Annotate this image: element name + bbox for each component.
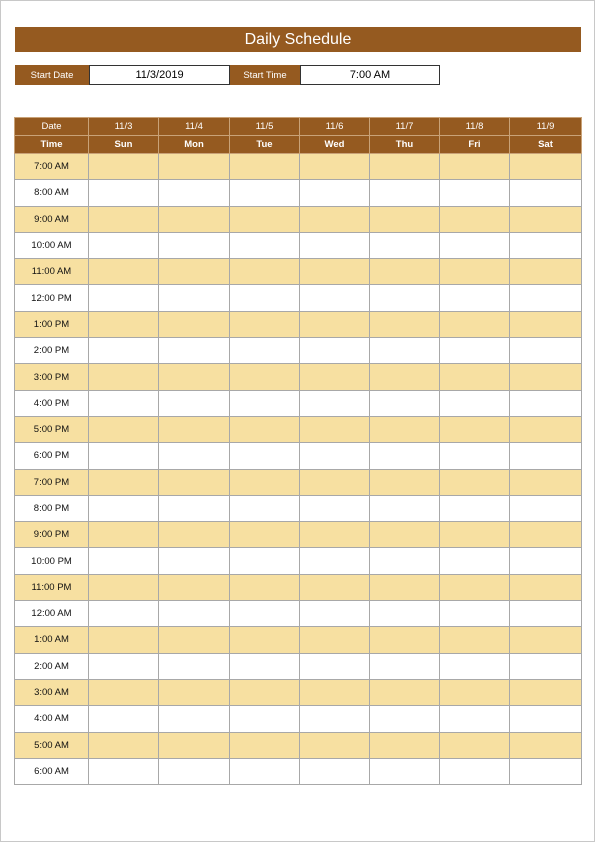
schedule-cell[interactable] [159,364,230,390]
schedule-cell[interactable] [370,522,440,548]
schedule-cell[interactable] [159,758,230,784]
schedule-cell[interactable] [510,232,582,258]
day-cell: Mon [159,136,230,154]
schedule-cell[interactable] [510,206,582,232]
schedule-cell[interactable] [230,469,300,495]
schedule-cell[interactable] [159,259,230,285]
schedule-cell[interactable] [440,706,510,732]
schedule-cell[interactable] [440,443,510,469]
schedule-cell[interactable] [510,443,582,469]
time-slot-label: 6:00 PM [15,443,89,469]
schedule-cell[interactable] [440,758,510,784]
schedule-cell[interactable] [159,206,230,232]
schedule-cell[interactable] [230,338,300,364]
date-cell: 11/4 [159,118,230,136]
table-row [15,443,582,469]
schedule-cell[interactable] [230,390,300,416]
schedule-cell[interactable] [300,601,370,627]
schedule-cell[interactable] [159,443,230,469]
date-header-row [15,118,582,136]
schedule-cell[interactable] [440,285,510,311]
time-slot-label: 8:00 PM [15,495,89,521]
start-date-label: Start Date [15,65,89,85]
schedule-cell[interactable] [159,574,230,600]
date-cell: 11/8 [440,118,510,136]
schedule-cell[interactable] [159,732,230,758]
schedule-cell[interactable] [370,180,440,206]
schedule-cell[interactable] [440,206,510,232]
schedule-cell[interactable] [510,679,582,705]
schedule-cell[interactable] [370,706,440,732]
schedule-cell[interactable] [89,653,159,679]
schedule-cell[interactable] [300,495,370,521]
schedule-cell[interactable] [230,259,300,285]
schedule-cell[interactable] [440,338,510,364]
day-cell: Thu [370,136,440,154]
schedule-cell[interactable] [89,285,159,311]
time-slot-label: 10:00 PM [15,548,89,574]
schedule-cell[interactable] [300,390,370,416]
schedule-cell[interactable] [230,443,300,469]
table-row [15,311,582,337]
schedule-cell[interactable] [89,443,159,469]
schedule-cell[interactable] [510,154,582,180]
schedule-cell[interactable] [510,653,582,679]
schedule-cell[interactable] [300,548,370,574]
schedule-cell[interactable] [370,364,440,390]
schedule-cell[interactable] [440,732,510,758]
schedule-cell[interactable] [159,180,230,206]
schedule-cell[interactable] [370,574,440,600]
schedule-cell[interactable] [370,732,440,758]
schedule-cell[interactable] [440,232,510,258]
schedule-cell[interactable] [510,601,582,627]
schedule-cell[interactable] [510,285,582,311]
schedule-cell[interactable] [89,232,159,258]
schedule-cell[interactable] [159,653,230,679]
schedule-cell[interactable] [370,338,440,364]
schedule-cell[interactable] [300,206,370,232]
table-row [15,574,582,600]
schedule-cell[interactable] [89,627,159,653]
schedule-cell[interactable] [89,311,159,337]
schedule-cell[interactable] [159,285,230,311]
schedule-cell[interactable] [230,574,300,600]
table-row [15,679,582,705]
schedule-cell[interactable] [370,758,440,784]
schedule-cell[interactable] [159,679,230,705]
schedule-cell[interactable] [510,627,582,653]
schedule-cell[interactable] [300,311,370,337]
table-row [15,180,582,206]
schedule-cell[interactable] [370,469,440,495]
schedule-cell[interactable] [89,206,159,232]
start-date-field[interactable]: 11/3/2019 [89,65,230,85]
schedule-cell[interactable] [89,364,159,390]
table-row [15,285,582,311]
schedule-cell[interactable] [300,338,370,364]
time-slot-label: 3:00 AM [15,679,89,705]
schedule-cell[interactable] [300,706,370,732]
schedule-cell[interactable] [230,758,300,784]
schedule-cell[interactable] [440,469,510,495]
schedule-cell[interactable] [510,706,582,732]
schedule-cell[interactable] [230,522,300,548]
schedule-cell[interactable] [159,548,230,574]
schedule-cell[interactable] [230,285,300,311]
table-row [15,548,582,574]
schedule-cell[interactable] [510,574,582,600]
schedule-cell[interactable] [370,232,440,258]
schedule-cell[interactable] [159,390,230,416]
schedule-cell[interactable] [440,653,510,679]
schedule-cell[interactable] [159,416,230,442]
schedule-cell[interactable] [300,469,370,495]
schedule-cell[interactable] [440,601,510,627]
schedule-cell[interactable] [300,364,370,390]
table-row [15,758,582,784]
schedule-cell[interactable] [370,653,440,679]
time-slot-label: 1:00 PM [15,311,89,337]
schedule-cell[interactable] [159,338,230,364]
date-cell: 11/3 [89,118,159,136]
time-slot-label: 12:00 AM [15,601,89,627]
schedule-cell[interactable] [510,732,582,758]
time-slot-label: 12:00 PM [15,285,89,311]
schedule-cell[interactable] [440,627,510,653]
schedule-cell[interactable] [230,679,300,705]
start-time-label: Start Time [230,65,300,85]
schedule-cell[interactable] [230,416,300,442]
schedule-cell[interactable] [440,154,510,180]
time-slot-label: 1:00 AM [15,627,89,653]
schedule-cell[interactable] [230,154,300,180]
schedule-cell[interactable] [159,495,230,521]
schedule-cell[interactable] [89,758,159,784]
schedule-cell[interactable] [89,390,159,416]
time-slot-label: 2:00 PM [15,338,89,364]
time-slot-label: 7:00 AM [15,154,89,180]
time-slot-label: 5:00 AM [15,732,89,758]
schedule-cell[interactable] [440,574,510,600]
date-cell: 11/6 [300,118,370,136]
schedule-cell[interactable] [230,548,300,574]
date-cell: 11/7 [370,118,440,136]
date-cell: 11/9 [510,118,582,136]
schedule-cell[interactable] [300,627,370,653]
time-slot-label: 11:00 PM [15,574,89,600]
start-time-field[interactable]: 7:00 AM [300,65,440,85]
schedule-cell[interactable] [440,390,510,416]
schedule-cell[interactable] [159,627,230,653]
schedule-cell[interactable] [510,416,582,442]
time-slot-label: 10:00 AM [15,232,89,258]
schedule-cell[interactable] [510,495,582,521]
schedule-cell[interactable] [370,285,440,311]
schedule-cell[interactable] [510,180,582,206]
schedule-cell[interactable] [89,180,159,206]
schedule-cell[interactable] [440,679,510,705]
schedule-cell[interactable] [159,311,230,337]
schedule-cell[interactable] [510,522,582,548]
date-cell: 11/5 [230,118,300,136]
table-row [15,653,582,679]
schedule-cell[interactable] [89,495,159,521]
schedule-cell[interactable] [230,311,300,337]
schedule-cell[interactable] [89,548,159,574]
schedule-cell[interactable] [159,232,230,258]
schedule-cell[interactable] [159,706,230,732]
schedule-cell[interactable] [510,364,582,390]
schedule-cell[interactable] [370,416,440,442]
day-header-row [15,136,582,154]
table-row [15,364,582,390]
schedule-cell[interactable] [370,443,440,469]
time-slot-label: 8:00 AM [15,180,89,206]
table-row [15,601,582,627]
schedule-cell[interactable] [230,180,300,206]
table-row [15,232,582,258]
schedule-cell[interactable] [159,469,230,495]
schedule-cell[interactable] [370,495,440,521]
time-slot-label: 9:00 AM [15,206,89,232]
schedule-cell[interactable] [89,679,159,705]
schedule-cell[interactable] [300,522,370,548]
schedule-cell[interactable] [89,732,159,758]
time-slot-label: 6:00 AM [15,758,89,784]
schedule-table [14,117,582,785]
schedule-cell[interactable] [230,732,300,758]
schedule-cell[interactable] [230,627,300,653]
schedule-cell[interactable] [440,180,510,206]
schedule-cell[interactable] [370,390,440,416]
schedule-cell[interactable] [89,706,159,732]
page-title: Daily Schedule [15,27,581,52]
schedule-cell[interactable] [230,364,300,390]
table-row [15,259,582,285]
schedule-cell[interactable] [230,495,300,521]
time-slot-label: 7:00 PM [15,469,89,495]
schedule-cell[interactable] [159,522,230,548]
table-row [15,154,582,180]
date-header: Date [15,118,89,136]
schedule-cell[interactable] [510,548,582,574]
time-slot-label: 4:00 AM [15,706,89,732]
schedule-cell[interactable] [440,311,510,337]
schedule-cell[interactable] [159,154,230,180]
schedule-cell[interactable] [440,364,510,390]
time-slot-label: 4:00 PM [15,390,89,416]
schedule-cell[interactable] [89,154,159,180]
table-row [15,732,582,758]
schedule-cell[interactable] [370,154,440,180]
schedule-cell[interactable] [440,259,510,285]
schedule-cell[interactable] [300,180,370,206]
day-cell: Tue [230,136,300,154]
schedule-cell[interactable] [300,285,370,311]
schedule-cell[interactable] [370,627,440,653]
schedule-cell[interactable] [300,653,370,679]
schedule-cell[interactable] [300,679,370,705]
schedule-cell[interactable] [300,574,370,600]
schedule-cell[interactable] [89,574,159,600]
table-row [15,206,582,232]
schedule-cell[interactable] [89,259,159,285]
time-slot-label: 3:00 PM [15,364,89,390]
schedule-cell[interactable] [440,416,510,442]
table-row [15,338,582,364]
schedule-cell[interactable] [370,311,440,337]
schedule-cell[interactable] [230,601,300,627]
schedule-cell[interactable] [300,416,370,442]
schedule-body [15,154,582,785]
schedule-cell[interactable] [89,338,159,364]
schedule-cell[interactable] [440,522,510,548]
table-row [15,495,582,521]
schedule-cell[interactable] [89,522,159,548]
table-row [15,522,582,548]
time-slot-label: 11:00 AM [15,259,89,285]
day-cell: Sun [89,136,159,154]
time-slot-label: 9:00 PM [15,522,89,548]
schedule-cell[interactable] [510,469,582,495]
time-slot-label: 2:00 AM [15,653,89,679]
schedule-cell[interactable] [510,758,582,784]
schedule-cell[interactable] [89,416,159,442]
schedule-cell[interactable] [89,601,159,627]
schedule-cell[interactable] [510,338,582,364]
table-row [15,627,582,653]
schedule-cell[interactable] [230,206,300,232]
schedule-cell[interactable] [440,548,510,574]
schedule-cell[interactable] [370,259,440,285]
schedule-cell[interactable] [370,548,440,574]
table-row [15,706,582,732]
schedule-cell[interactable] [370,679,440,705]
schedule-cell[interactable] [230,232,300,258]
schedule-cell[interactable] [300,443,370,469]
schedule-cell[interactable] [230,653,300,679]
time-header: Time [15,136,89,154]
table-row [15,416,582,442]
day-cell: Sat [510,136,582,154]
schedule-cell[interactable] [300,154,370,180]
schedule-cell[interactable] [510,311,582,337]
schedule-cell[interactable] [300,758,370,784]
table-row [15,469,582,495]
schedule-cell[interactable] [440,495,510,521]
time-slot-label: 5:00 PM [15,416,89,442]
day-cell: Fri [440,136,510,154]
schedule-cell[interactable] [370,601,440,627]
schedule-cell[interactable] [300,259,370,285]
schedule-cell[interactable] [300,232,370,258]
schedule-cell[interactable] [300,732,370,758]
table-row [15,390,582,416]
schedule-cell[interactable] [89,469,159,495]
schedule-cell[interactable] [370,206,440,232]
schedule-cell[interactable] [230,706,300,732]
schedule-cell[interactable] [510,259,582,285]
schedule-cell[interactable] [159,601,230,627]
schedule-cell[interactable] [510,390,582,416]
day-cell: Wed [300,136,370,154]
